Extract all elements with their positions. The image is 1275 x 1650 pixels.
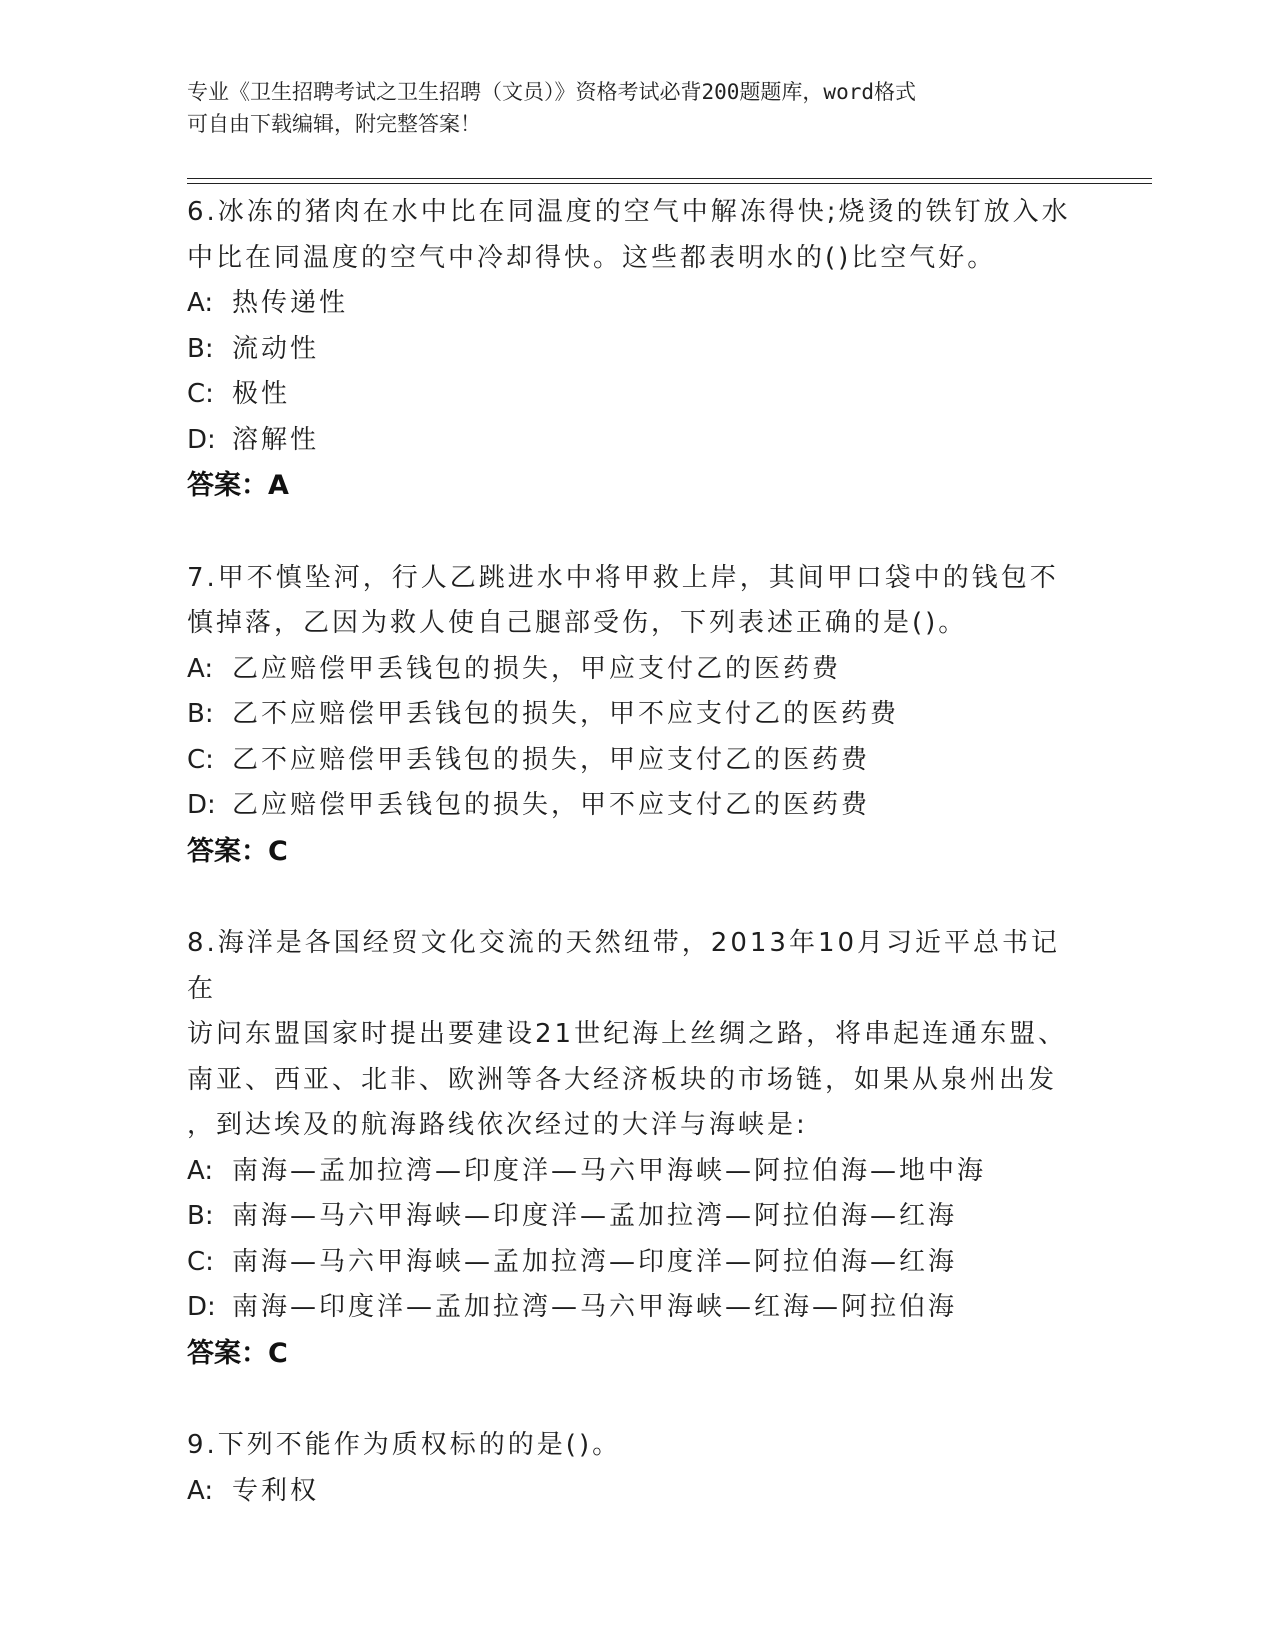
option-letter: A: [187,653,214,684]
option-c [187,1240,1087,1286]
option-letter: A: [187,288,214,318]
answer-line: 答案：C [187,835,288,867]
answer-line: 答案：A [187,470,289,501]
option-text: 南海—马六甲海峡—孟加拉湾—印度洋—阿拉伯海—红海 [232,1246,958,1277]
option-text: 乙不应赔偿甲丢钱包的损失，甲不应支付乙的医药费 [232,699,900,729]
option-d [187,1285,1087,1331]
option-letter: B: [187,699,214,729]
option-a [187,281,1087,327]
option-text: 南海—印度洋—孟加拉湾—马六甲海峡—红海—阿拉伯海 [232,1292,958,1322]
option-letter: A: [187,1475,214,1506]
question-9 [187,1423,1087,1514]
header-line-2: 可自由下载编辑，附完整答案！ [187,112,481,136]
option-d [187,418,1087,464]
option-text: 乙应赔偿甲丢钱包的损失，甲不应支付乙的医药费 [232,790,871,820]
option-letter: C: [187,1246,214,1277]
option-b [187,327,1087,373]
option-b [187,692,1087,738]
option-text: 乙不应赔偿甲丢钱包的损失，甲应支付乙的医药费 [232,744,871,775]
option-letter: A: [187,1155,214,1186]
answer-line: 答案：C [187,1337,288,1369]
option-letter: D: [187,1292,216,1322]
header-rule-bottom [187,183,1152,184]
option-letter: C: [187,744,214,775]
option-a [187,1149,1087,1195]
question-6 [187,190,1087,509]
question-stem-line: 7.甲不慎坠河，行人乙跳进水中将甲救上岸，其间甲口袋中的钱包不 [187,562,1059,593]
option-text: 乙应赔偿甲丢钱包的损失，甲应支付乙的医药费 [232,653,842,684]
option-a [187,1469,1087,1515]
question-8 [187,921,1087,1376]
option-text: 热传递性 [232,288,349,318]
option-c [187,372,1087,418]
option-b [187,1194,1087,1240]
question-stem-line: 南亚、西亚、北非、欧洲等各大经济板块的市场链，如果从泉州出发 [187,1064,1058,1095]
option-letter: D: [187,424,216,455]
document-header [187,76,1067,140]
option-text: 专利权 [232,1475,320,1506]
option-letter: B: [187,1201,214,1231]
option-letter: B: [187,333,214,364]
question-7 [187,556,1087,875]
question-stem-line: 6.冰冻的猪肉在水中比在同温度的空气中解冻得快;烧烫的铁钉放入水 [187,197,1071,227]
question-stem-line: 9.下列不能作为质权标的的是()。 [187,1430,622,1460]
option-d [187,783,1087,829]
header-rule-top [187,178,1152,179]
option-text: 极性 [232,379,291,409]
option-text: 流动性 [232,333,320,364]
header-line-1: 专业《卫生招聘考试之卫生招聘（文员）》资格考试必背200题题库，word格式 [187,80,916,104]
question-stem-line: 8.海洋是各国经贸文化交流的天然纽带，2013年10月习近平总书记在 [187,928,1061,1004]
option-text: 溶解性 [232,424,320,455]
option-letter: C: [187,379,214,409]
question-stem-line: 慎掉落，乙因为救人使自己腿部受伤，下列表述正确的是()。 [187,608,968,638]
question-stem-line: 中比在同温度的空气中冷却得快。这些都表明水的()比空气好。 [187,242,997,273]
question-stem-line: ，到达埃及的航海路线依次经过的大洋与海峡是: [187,1110,808,1140]
option-a [187,647,1087,693]
option-text: 南海—马六甲海峡—印度洋—孟加拉湾—阿拉伯海—红海 [232,1201,958,1231]
option-letter: D: [187,790,216,820]
option-text: 南海—孟加拉湾—印度洋—马六甲海峡—阿拉伯海—地中海 [232,1155,987,1186]
option-c [187,738,1087,784]
question-list [187,190,1087,1514]
question-stem-line: 访问东盟国家时提出要建设21世纪海上丝绸之路，将串起连通东盟、 [187,1019,1068,1049]
